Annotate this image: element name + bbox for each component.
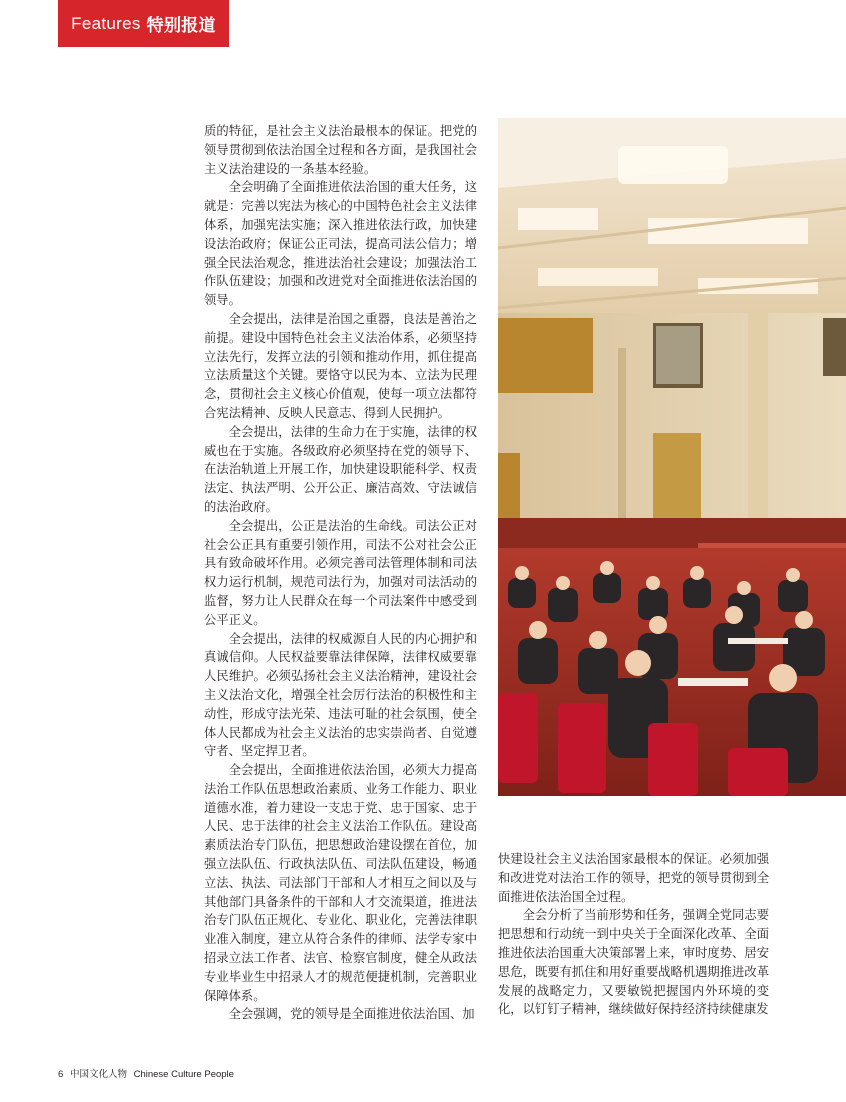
magazine-name-en: Chinese Culture People [133,1069,234,1080]
paragraph: 全会提出，法律是治国之重器，良法是善治之前提。建设中国特色社会主义法治体系，必须坚持立法先行，发挥立法的引领和推动作用，抓住提高立法质量这个关键。要恪守以民为本、立法为民理念，贯彻社会主义核心价值观，使每一项立法都符合宪法精神、反映人民意志、得到人民拥护。 [204,311,477,420]
paragraph: 全会明确了全面推进依法治国的重大任务，这就是：完善以宪法为核心的中国特色社会主义法律体系，加强宪法实施；深入推进依法行政，加快建设法治政府；保证公正司法，提高司法公信力；增强全民法治观念，推进法治社会建设；加强法治工作队伍建设；加强和改进党对全面推进依法治国的领导。 [204,180,477,308]
section-label-cn: 特别报道 [146,16,216,35]
paragraph: 全会提出，法律的生命力在于实施，法律的权威也在于实施。各级政府必须坚持在党的领导下、在法治轨道上开展工作，加快建设职能科学、权责法定、执法严明、公开公正、廉洁高效、守法诚信的法治政府。 [204,424,477,514]
meeting-hall-photo [498,118,846,796]
article-column-left [204,122,477,1024]
article-column-right [498,850,769,1019]
paragraph: 全会提出，公正是法治的生命线。司法公正对社会公正具有重要引领作用，司法不公对社会公正具有致命破坏作用。必须完善司法管理体制和司法权力运行机制，规范司法行为，加强对司法活动的监督，努力让人民群众在每一个司法案件中感受到公平正义。 [204,518,477,627]
section-tab [58,0,229,47]
magazine-name-cn: 中国文化人物 [69,1069,127,1080]
paragraph: 全会强调，党的领导是全面推进依法治国、加 [228,1007,475,1022]
page-number: 6 [58,1069,64,1080]
paragraph: 全会分析了当前形势和任务，强调全党同志要把思想和行动统一到中央关于全面深化改革、全面推进依法治国重大决策部署上来，审时度势、居安思危，既要有抓住和用好重要战略机遇期推进改革发展的战略定力，又要敏锐把握国内外环境的变化，以钉钉子精神，继续做好保持经济持续健康发 [498,908,769,1017]
paragraph: 快建设社会主义法治国家最根本的保证。必须加强和改进党对法治工作的领导，把党的领导贯彻到全面推进依法治国全过程。 [498,852,769,904]
paragraph: 质的特征，是社会主义法治最根本的保证。把党的领导贯彻到依法治国全过程和各方面，是我国社会主义法治建设的一条基本经验。 [204,124,477,176]
page-footer [58,1066,238,1080]
section-label-en: Features [71,13,141,33]
paragraph: 全会提出，全面推进依法治国，必须大力提高法治工作队伍思想政治素质、业务工作能力、职业道德水准，着力建设一支忠于党、忠于国家、忠于人民、忠于法律的社会主义法治工作队伍。建设高素质法治专门队伍，把思想政治建设摆在首位，加强立法队伍、行政执法队伍、司法队伍建设，畅通立法、执法、司法部门干部和人才相互之间以及与其他部门具备条件的干部和人才交流渠道，推进法治专门队伍正规化、专业化、职业化，完善法律职业准入制度，建立从符合条件的律师、法学专家中招录立法工作者、法官、检察官制度，健全从政法专业毕业生中招录人才的规范便捷机制，完善职业保障体系。 [204,763,477,1003]
paragraph: 全会提出，法律的权威源自人民的内心拥护和真诚信仰。人民权益要靠法律保障，法律权威要靠人民维护。必须弘扬社会主义法治精神，建设社会主义法治文化，增强全社会厉行法治的积极性和主动性，形成守法光荣、违法可耻的社会氛围，使全体人民都成为社会主义法治的忠实崇尚者、自觉遵守者、坚定捍卫者。 [204,631,477,759]
